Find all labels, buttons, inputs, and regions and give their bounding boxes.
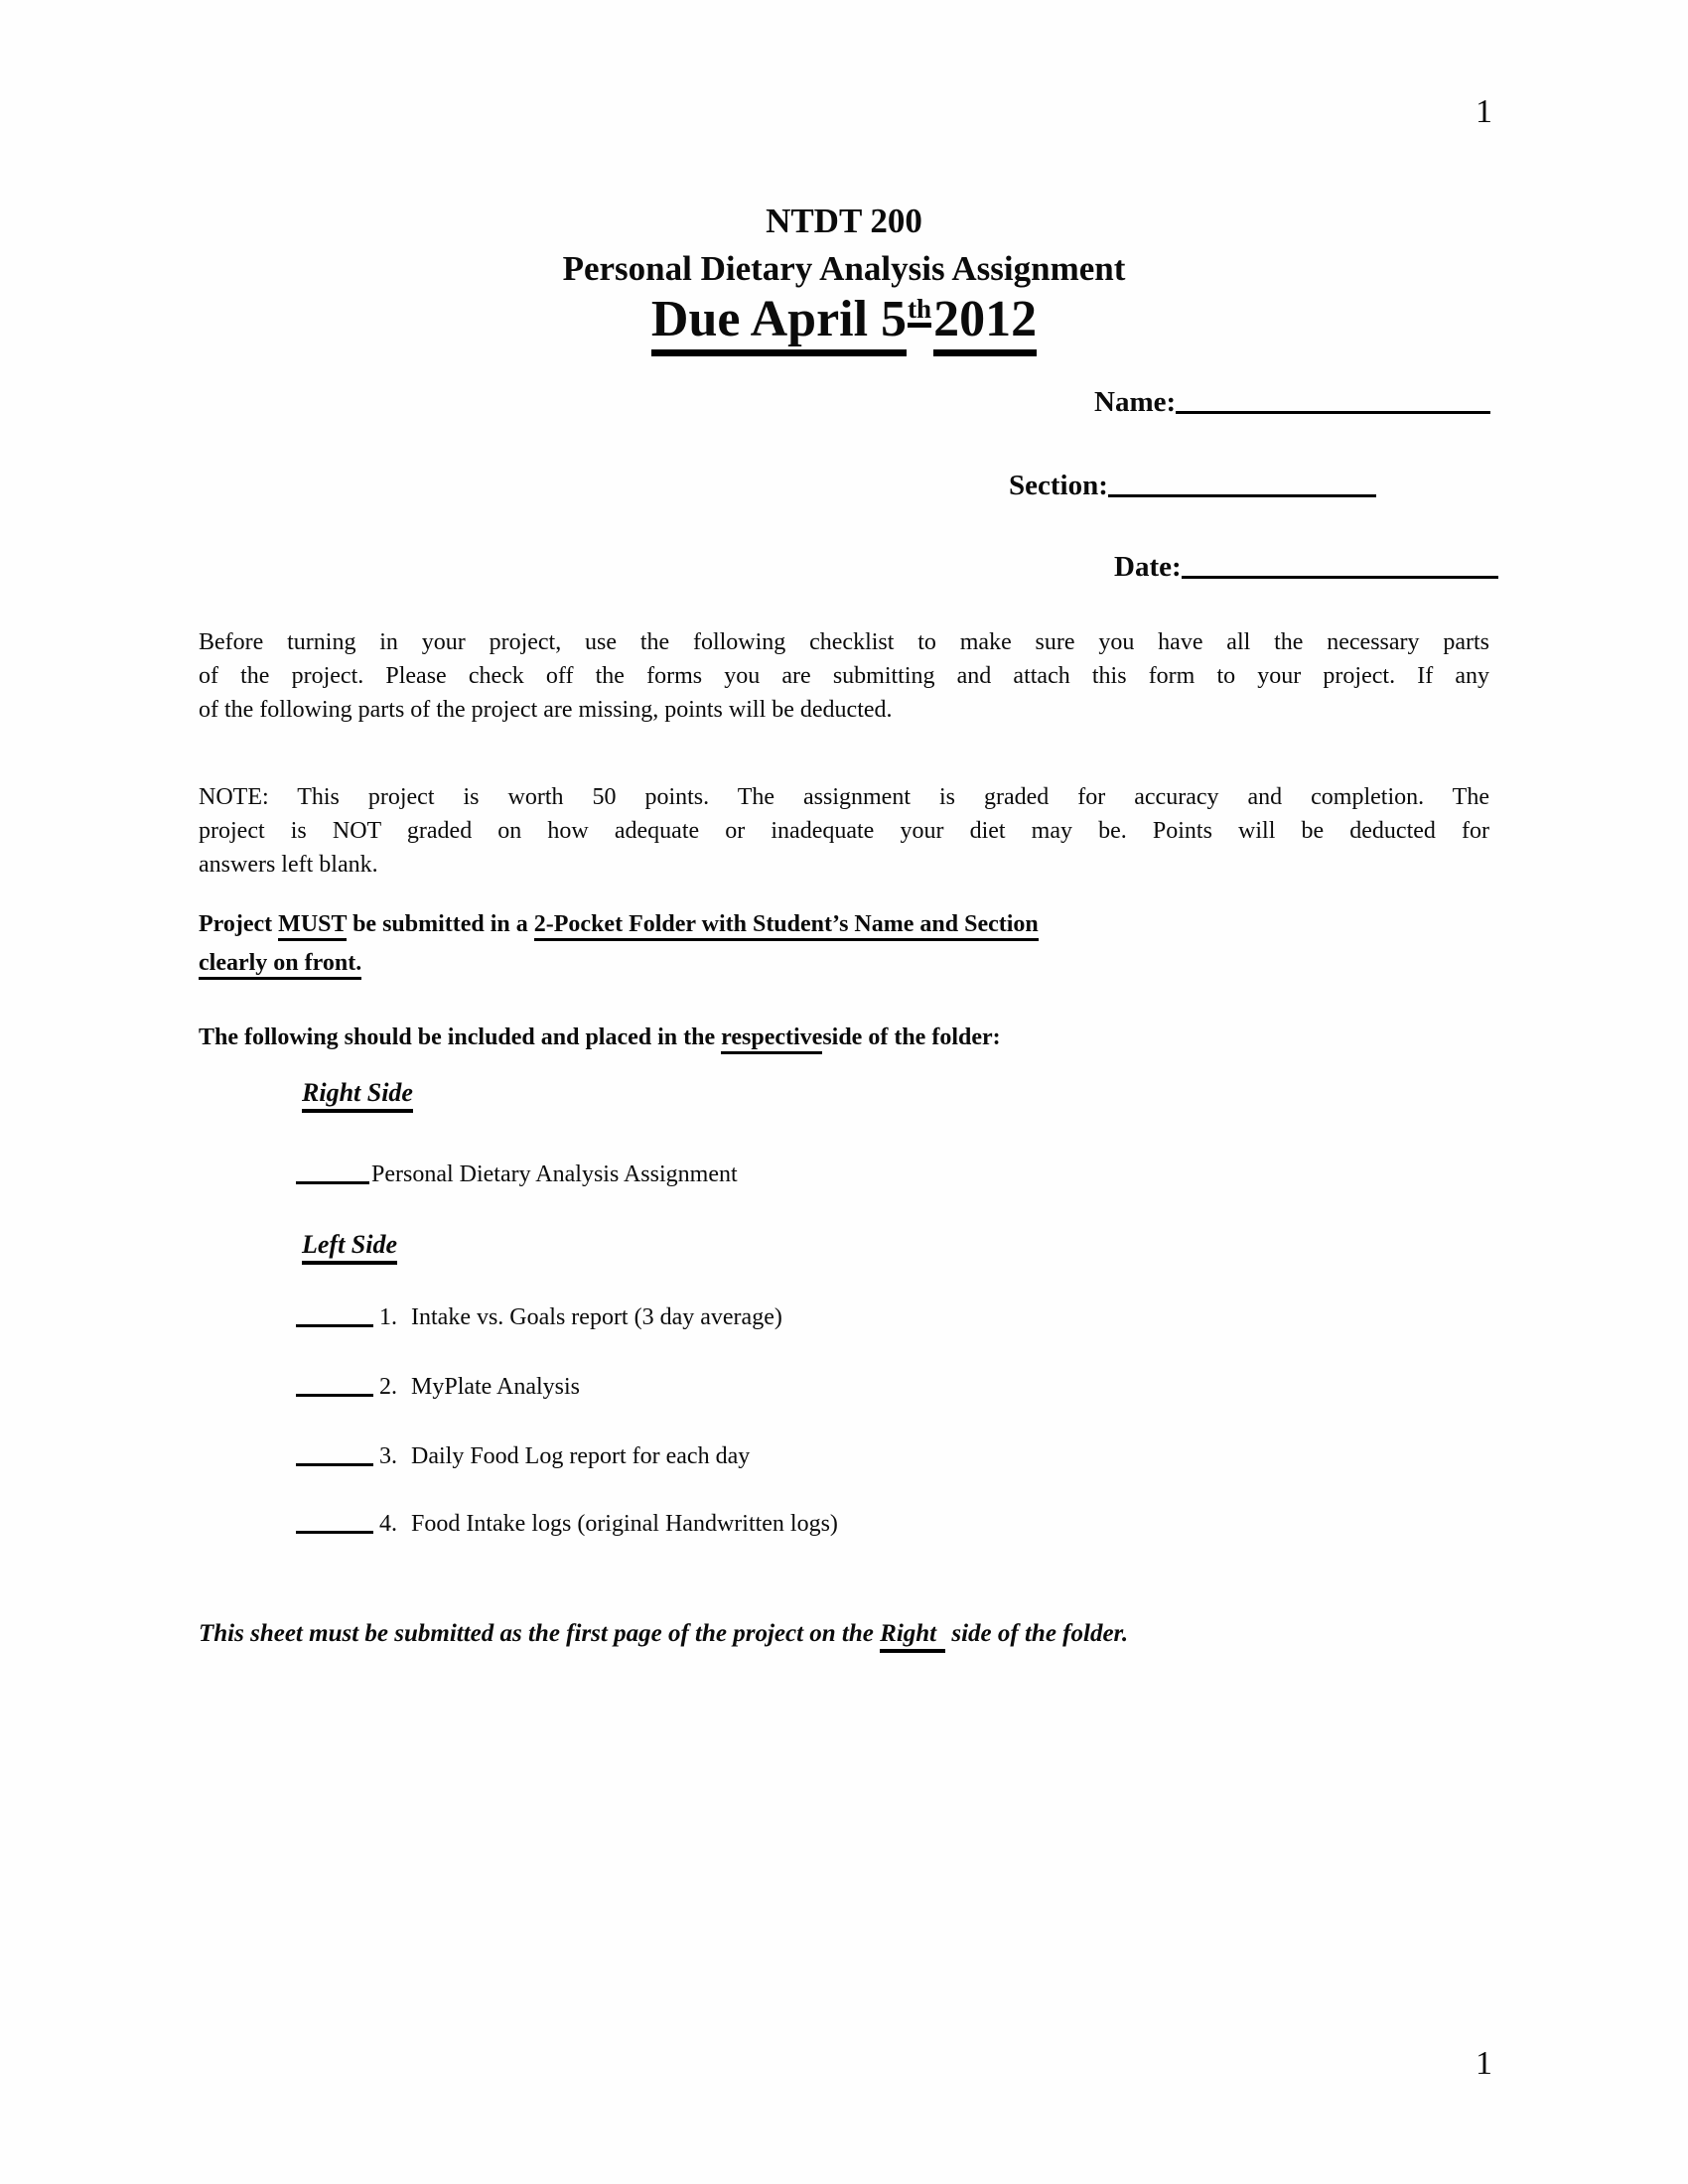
date-field: [1114, 550, 1498, 585]
due-date-year: 2012: [933, 291, 1037, 356]
paragraph-line: of the project. Please check off the forms you are submitting and attach this form to your project. If any: [199, 663, 1489, 689]
right-side-heading: [302, 1077, 413, 1108]
checklist-item-text: Food Intake logs (original Handwritten logs): [411, 1511, 838, 1537]
note-paragraph: [199, 780, 1489, 882]
submission-line-1: [199, 905, 1489, 944]
checklist-item-text: MyPlate Analysis: [411, 1374, 581, 1400]
page-number-top: 1: [1476, 93, 1492, 130]
course-code: NTDT 200: [766, 202, 922, 240]
paragraph-line: of the following parts of the project are missing, points will be deducted.: [199, 697, 893, 723]
left-side-checklist-item-2: [296, 1372, 580, 1403]
placement-text: The following should be included and placed in the: [199, 1024, 722, 1050]
name-blank-line: [1176, 411, 1490, 414]
submission-folder-underlined: 2-Pocket Folder with Student’s Name and Section: [534, 911, 1039, 941]
left-side-checklist-item-1: [296, 1302, 782, 1333]
check-blank-line: [296, 1181, 369, 1184]
checklist-item-text: Personal Dietary Analysis Assignment: [371, 1161, 738, 1187]
left-side-heading: [302, 1229, 397, 1260]
submission-line-2: [199, 944, 1489, 983]
date-blank-line: [1182, 576, 1498, 579]
left-side-checklist-item-3: [296, 1441, 750, 1472]
closing-text: This sheet must be submitted as the first page of the project on the: [199, 1620, 881, 1647]
name-label: Name:: [1094, 386, 1177, 418]
section-label: Section:: [1009, 470, 1108, 501]
due-date-ordinal-suffix: th: [908, 296, 931, 328]
due-date-prefix: Due April 5: [651, 291, 907, 356]
checklist-item-number: 2.: [379, 1374, 397, 1400]
section-field: [1009, 469, 1376, 503]
check-blank-line: [296, 1324, 373, 1327]
date-label: Date:: [1114, 551, 1182, 583]
paragraph-line: NOTE: This project is worth 50 points. The assignment is graded for accuracy and completion. The: [199, 784, 1489, 810]
submission-text: be submitted in a: [347, 911, 534, 937]
check-blank-line: [296, 1531, 373, 1534]
check-blank-line: [296, 1463, 373, 1466]
section-blank-line: [1108, 494, 1376, 497]
right-side-checklist-item: [296, 1160, 738, 1190]
intro-paragraph: [199, 625, 1489, 727]
closing-right-underlined: Right: [880, 1620, 945, 1653]
placement-instruction: [199, 1021, 1489, 1054]
checklist-item-text: Daily Food Log report for each day: [411, 1443, 751, 1469]
checklist-item-number: 1.: [379, 1304, 397, 1330]
closing-note: [199, 1618, 1128, 1651]
name-field: [1094, 385, 1490, 420]
page-number-bottom: 1: [1476, 2045, 1492, 2082]
checklist-item-number: 3.: [379, 1443, 397, 1469]
submission-must-underlined: MUST: [278, 911, 347, 941]
closing-text: side of the folder.: [945, 1620, 1129, 1647]
checklist-item-number: 4.: [379, 1511, 397, 1537]
assignment-title: Personal Dietary Analysis Assignment: [562, 249, 1126, 288]
submission-text: Project: [199, 911, 279, 937]
left-side-checklist-item-4: [296, 1509, 838, 1540]
check-blank-line: [296, 1394, 373, 1397]
paragraph-line: Before turning in your project, use the following checklist to make sure you have all the necessary parts: [199, 629, 1489, 655]
right-side-heading-text: Right Side: [302, 1078, 413, 1113]
left-side-heading-text: Left Side: [302, 1230, 397, 1265]
submission-requirement: [199, 905, 1489, 983]
due-date-line: [0, 290, 1688, 349]
checklist-item-text: Intake vs. Goals report (3 day average): [411, 1304, 782, 1330]
paragraph-line: answers left blank.: [199, 852, 378, 878]
placement-text: side of the folder:: [822, 1024, 1001, 1050]
placement-respective-underlined: respective: [721, 1024, 822, 1054]
submission-clearly-underlined: clearly on front.: [199, 950, 361, 980]
paragraph-line: project is NOT graded on how adequate or inadequate your diet may be. Points will be deducted for: [199, 818, 1489, 844]
